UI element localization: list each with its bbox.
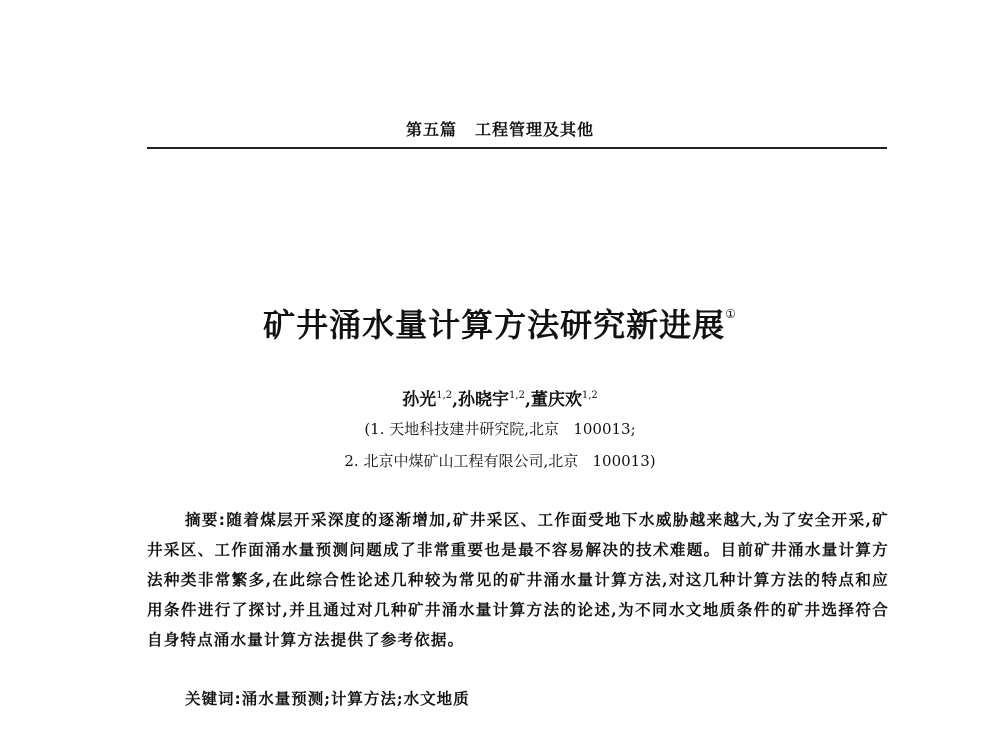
- keywords: [185, 684, 470, 714]
- author-separator: ,: [452, 390, 459, 410]
- abstract-text: 随着煤层开采深度的逐渐增加,矿井采区、工作面受地下水威胁越来越大,为了安全开采,矿井采区、工作面涌水量预测问题成了非常重要也是最不容易解决的技术难题。目前矿井涌水量计算方法种类非常繁多,在此综合性论述几种较为常见的矿井涌水量计算方法,对这几种计算方法的特点和应用条件进行了探讨,并且通过对几种矿井涌水量计算方法的论述,为不同水文地质条件的矿井选择符合自身特点涌水量计算方法提供了参考依据。: [147, 510, 889, 649]
- author-name: 董庆欢: [530, 390, 582, 410]
- affiliation-line-2: 2. 北京中煤矿山工程有限公司,北京 100013): [344, 452, 656, 470]
- running-header-section: 工程管理及其他: [475, 120, 595, 139]
- running-header: [0, 120, 1000, 140]
- keywords-label: 关键词:: [185, 690, 242, 708]
- author-list: [0, 384, 1000, 412]
- keywords-text: 涌水量预测;计算方法;水文地质: [241, 689, 470, 708]
- running-header-part: 第五篇: [405, 120, 457, 139]
- paper-title: [0, 292, 1000, 347]
- author-separator: ,: [524, 390, 531, 410]
- header-rule: [147, 147, 887, 149]
- author-affiliation-mark: 1,2: [509, 390, 525, 401]
- author-affiliation-mark: 1,2: [436, 390, 453, 401]
- affiliation-line-1: (1. 天地科技建井研究院,北京 100013;: [364, 420, 636, 438]
- author-name: 孙晓宇: [458, 390, 510, 410]
- author-affiliation-mark: 1,2: [581, 390, 598, 401]
- title-footnote-marker: ①: [725, 307, 737, 321]
- abstract: [147, 505, 889, 655]
- abstract-label: 摘要:: [185, 511, 227, 529]
- paper-title-text: 矿井涌水量计算方法研究新进展: [263, 306, 726, 344]
- author-name: 孙光: [402, 390, 437, 410]
